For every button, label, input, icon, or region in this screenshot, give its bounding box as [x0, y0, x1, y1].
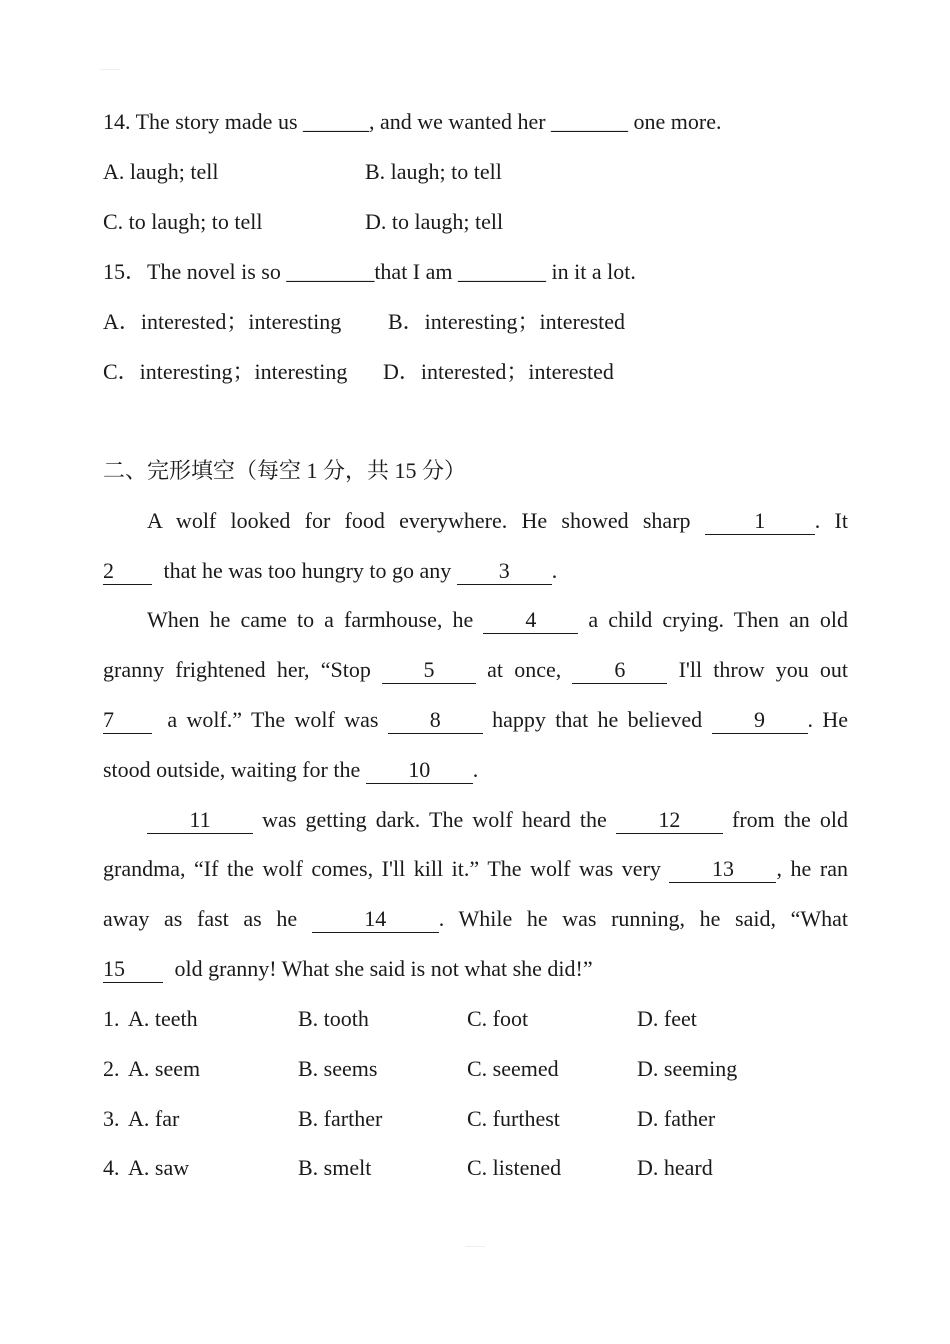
question-15-option-c: C．interesting；interesting: [103, 359, 348, 384]
passage-text: When he came to a farmhouse, he: [147, 607, 474, 632]
question-15-option-d: D．interested；interested: [383, 359, 614, 384]
blank-15: 15: [103, 956, 163, 983]
question-15-option-a: A．interested；interesting: [103, 309, 342, 334]
cloze-item-1-option-b: B. tooth: [298, 1006, 369, 1031]
blank-12: 12: [616, 807, 723, 834]
passage-text: , he ran: [776, 856, 848, 881]
cloze-item-4-option-b: B. smelt: [298, 1155, 372, 1180]
passage-text: . While he was running, he said, “What: [438, 906, 848, 931]
passage-text: away as fast as he: [103, 906, 298, 931]
cloze-item-4-option-c: C. listened: [467, 1155, 562, 1180]
passage-text: A wolf looked for food everywhere. He showed sharp: [147, 508, 691, 533]
question-15-option-b: B．interesting；interested: [388, 309, 626, 334]
passage-text: .: [472, 757, 479, 782]
header-mark: [100, 69, 120, 70]
cloze-item-2-option-d: D. seeming: [637, 1056, 738, 1081]
passage-text: grandma, “If the wolf comes, I'll kill it.” The wolf was very: [103, 856, 661, 881]
question-14-stem: 14. The story made us ______, and we wanted her _______ one more.: [103, 109, 722, 134]
blank-8: 8: [388, 707, 483, 734]
blank-13: 13: [669, 856, 776, 883]
passage-line: [103, 904, 848, 934]
cloze-item-2-option-a: A. seem: [128, 1056, 201, 1081]
question-14-option-b: B. laugh; to tell: [365, 159, 502, 184]
passage-text: a wolf.” The wolf was: [167, 707, 379, 732]
cloze-item-3-option-c: C. furthest: [467, 1106, 560, 1131]
blank-5: 5: [382, 657, 476, 684]
blank-3: 3: [457, 558, 552, 585]
passage-text: stood outside, waiting for the: [103, 757, 361, 782]
blank-14: 14: [312, 906, 439, 933]
section-heading: 二、完形填空（每空 1 分，共 15 分）: [103, 458, 467, 483]
cloze-item-number: 4.: [103, 1155, 120, 1180]
passage-text: .: [551, 558, 558, 583]
cloze-item-3-option-b: B. farther: [298, 1106, 383, 1131]
cloze-item-4-option-d: D. heard: [637, 1155, 713, 1180]
question-14-option-a: A. laugh; tell: [103, 159, 219, 184]
cloze-item-4-option-a: A. saw: [128, 1155, 190, 1180]
passage-line: [147, 506, 848, 536]
question-14-option-d: D. to laugh; tell: [365, 209, 504, 234]
passage-text: . He: [807, 707, 849, 732]
cloze-item-3-option-a: A. far: [128, 1106, 180, 1131]
passage-text: I'll throw you out: [678, 657, 849, 682]
blank-2: 2: [103, 558, 152, 585]
passage-text: from the old: [732, 807, 849, 832]
cloze-item-number: 2.: [103, 1056, 120, 1081]
question-14-option-c: C. to laugh; to tell: [103, 209, 263, 234]
passage-text: granny frightened her, “Stop: [103, 657, 371, 682]
passage-line: [103, 854, 848, 884]
cloze-item-2-option-c: C. seemed: [467, 1056, 559, 1081]
blank-6: 6: [572, 657, 667, 684]
passage-text: . It: [814, 508, 848, 533]
passage-line: [103, 755, 478, 785]
question-15-stem: 15．The novel is so ________that I am ________ in it a lot.: [103, 259, 636, 284]
cloze-item-2-option-b: B. seems: [298, 1056, 378, 1081]
cloze-item-number: 1.: [103, 1006, 120, 1031]
blank-4: 4: [483, 607, 578, 634]
passage-text: that he was too hungry to go any: [163, 558, 452, 583]
passage-text: at once,: [487, 657, 562, 682]
cloze-item-1-option-a: A. teeth: [128, 1006, 198, 1031]
blank-11: 11: [147, 807, 253, 834]
passage-line: [147, 605, 848, 635]
passage-text: happy that he believed: [492, 707, 703, 732]
passage-line: [103, 655, 848, 685]
cloze-item-number: 3.: [103, 1106, 120, 1131]
blank-9: 9: [712, 707, 808, 734]
passage-line: [103, 954, 593, 984]
cloze-item-1-option-d: D. feet: [637, 1006, 697, 1031]
footer-mark: [465, 1246, 485, 1247]
passage-text: a child crying. Then an old: [588, 607, 849, 632]
blank-1: 1: [705, 508, 815, 535]
passage-text: old granny! What she said is not what she did!”: [174, 956, 593, 981]
passage-text: was getting dark. The wolf heard the: [262, 807, 607, 832]
passage-line: [103, 556, 557, 586]
cloze-item-1-option-c: C. foot: [467, 1006, 529, 1031]
passage-line: [147, 805, 848, 835]
blank-10: 10: [366, 757, 473, 784]
blank-7: 7: [103, 707, 152, 734]
cloze-item-3-option-d: D. father: [637, 1106, 716, 1131]
passage-line: [103, 705, 848, 735]
